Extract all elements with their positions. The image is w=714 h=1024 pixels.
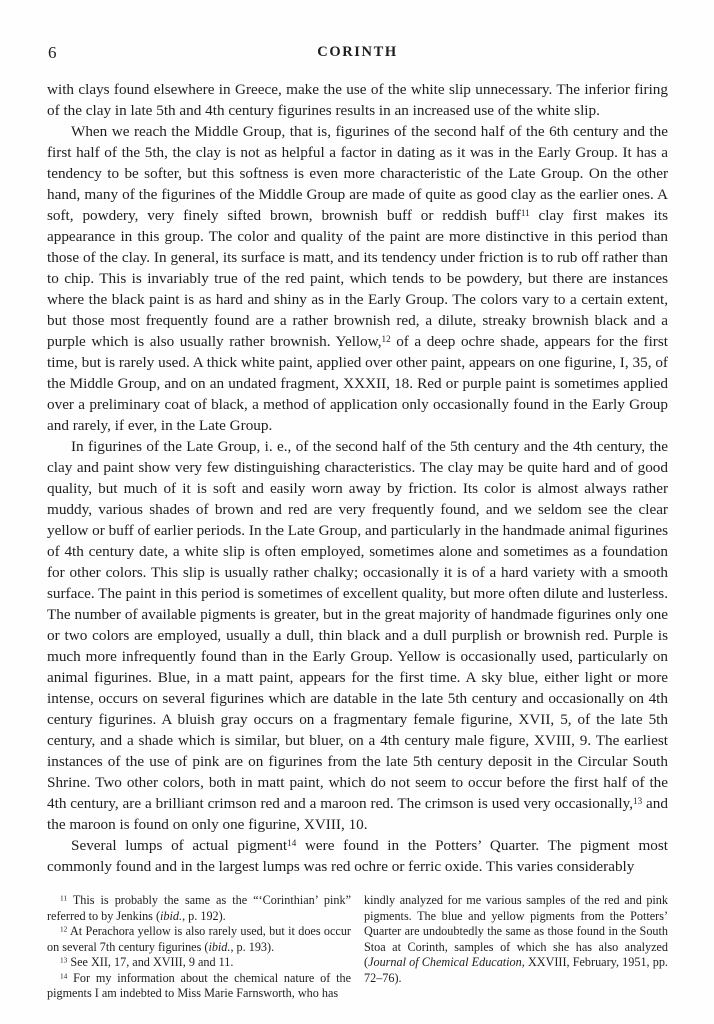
page-number: 6 [48,43,57,62]
text-run: , XXVIII, February, 1951, pp. 72–76). [364,955,668,985]
footnote-reference: 13 [60,955,68,965]
body-text [47,79,668,877]
footnote-reference: 14 [60,971,68,981]
text-run: See XII, 17, and XVIII, 9 and 11. [67,955,234,969]
footnote-reference: 14 [287,837,297,848]
footnotes-section [47,893,668,1002]
running-title: CORINTH [317,44,398,60]
text-run: When we reach the Middle Group, that is, figurines of the second half of the 6th century and the first half of the 5th, the clay is not as helpful a factor in dating as it was in the Early Group. It has a tendency to be softer, but this softness is even more characteristic of the Late Group. On the other hand, many of the figurines of the Middle Group are made of quite as good clay as the earlier ones. A soft, powdery, very finely sifted brown, brownish buff or reddish buff [47,123,668,224]
text-run: At Perachora yellow is also rarely used, but it does occur on several 7th century figurines ( [47,924,351,954]
text-run: Journal of Chemical Education [368,955,522,969]
footnote-reference: 11 [520,207,530,218]
text-run: Several lumps of actual pigment [71,837,288,854]
footnote-13 [47,955,351,971]
text-run: In figurines of the Late Group, i. e., of the second half of the 5th century and the 4th century, the clay and paint show very few distinguishing characteristics. The clay may be quite hard and of good quality, but much of it is soft and easily worn away by friction. Its color is almost always rather muddy, various shades of brown and red are very frequently found, and we seldom see the clear yellow or buff of earlier periods. In the Late Group, and particularly in the handmade animal figurines of 4th century date, a white slip is often employed, sometimes alone and sometimes as a foundation for other colors. This slip is usually rather chalky; occasionally it is of a hard variety with a smooth surface. The paint in this period is sometimes of excellent quality, but more often dilute and lusterless. The number of available pigments is greater, but in the great majority of handmade figurines only one or two colors are employed, usually a dull, thin black and a dull purplish or brownish red. Purple is much more infrequently found than in the Early Group. Yellow is occasionally used, particularly on animal figurines. Blue, in a matt paint, appears for the first time. A sky blue, either light or more intense, occurs on several figurines which are datable in the late 5th century and occasionally on 4th century figurines. A bluish gray occurs on a fragmentary female figurine, XVII, 5, of the late 5th century, and a shade which is similar, but bluer, on a 4th century male figure, XVIII, 9. The earliest instances of the use of pink are on figurines from the late 5th century deposit in the Circular South Shrine. Two other colors, both in matt paint, which do not seem to occur before the first half of the 4th century, are a brilliant crimson red and a maroon red. The crimson is used very occasionally, [47,438,668,812]
footnote-14 [47,971,351,1002]
text-run: , p. 192). [182,908,226,923]
footnote-11 [47,893,351,924]
text-run: of a deep ochre shade, appears for the first time, but is rarely used. A thick white paint, applied over other paint, appears on one figurine, I, 35, of the Middle Group, and on an undated fragment, XXXII, 18. Red or purple paint is sometimes applied over a preliminary coat of black, a method of application only occasionally found in the Early Group and rarely, if ever, in the Late Group. [47,333,668,434]
footnotes-left-column [47,893,351,1002]
text-run: , p. 193). [230,939,275,954]
text-run: kindly analyzed for me various samples of the red and pink pigments. The blue and yellow pigments from the Potters’ Quarter are undoubtedly the same as those found in the South Stoa at Corinth, samples of which she has also analyzed ( [364,893,668,969]
text-run: with clays found elsewhere in Greece, make the use of the white slip unnecessary. The inferior firing of the clay in late 5th and 4th century figurines results in an increased use of the white slip. [47,81,668,119]
footnote-reference: 11 [60,893,68,903]
footnote-reference: 12 [381,333,391,344]
body-paragraph-1 [47,79,668,121]
footnote-reference: 13 [633,795,643,806]
body-paragraph-3 [47,436,668,835]
text-run: ibid. [160,908,183,923]
footnote-reference: 12 [60,924,68,934]
footnotes-right-column [364,893,668,1002]
page-header [47,44,668,61]
text-run: and the maroon is found on only one figurine, XVIII, 10. [47,795,668,833]
body-paragraph-2 [47,121,668,436]
text-run: clay first makes its appearance in this group. The color and quality of the paint are more distinctive in this period than those of the clay. In general, its surface is matt, and its tendency under friction is to rub off rather than to chip. This is invariably true of the red paint, which tends to be powdery, but there are instances where the black paint is as hard and shiny as in the Early Group. The colors vary to a certain extent, but those most frequently found are a rather brownish red, a dilute, streaky brownish black and a purple which is also usually rather brownish. Yellow, [47,207,668,350]
body-paragraph-4 [47,835,668,877]
footnote-14-continuation [364,893,668,986]
text-run: This is probably the same as the “‘Corinthian’ pink” referred to by Jenkins ( [47,893,351,923]
text-run: For my information about the chemical nature of the pigments I am indebted to Miss Marie Farnsworth, who has [47,970,351,1000]
text-run: ibid. [208,939,231,954]
footnote-12 [47,924,351,955]
text-run: were found in the Potters’ Quarter. The pigment most commonly found and in the largest lumps was red ochre or ferric oxide. This varies considerably [47,837,668,875]
